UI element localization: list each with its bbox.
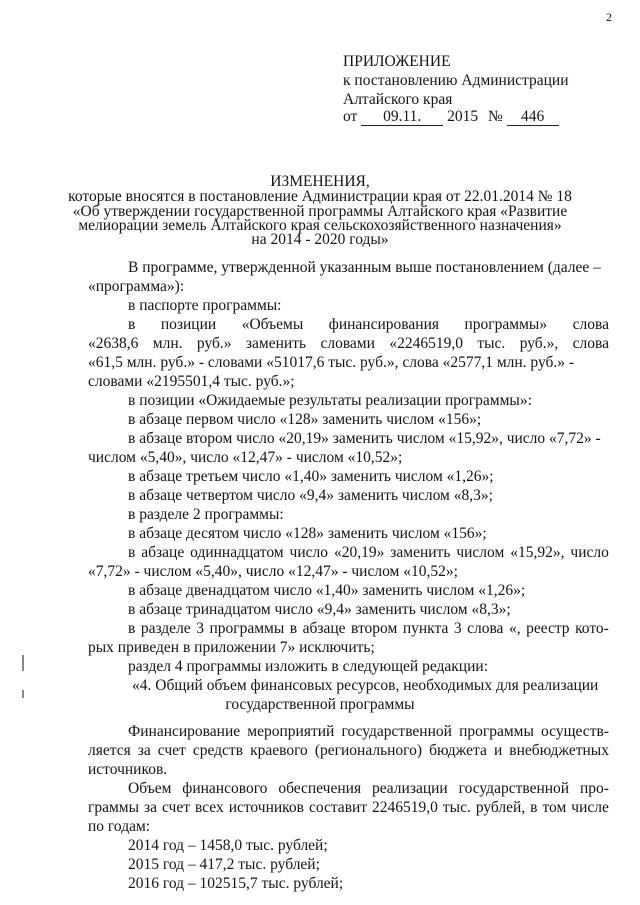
from-label: от: [343, 108, 358, 125]
body-line-4: [128, 315, 609, 334]
para2-line2: [88, 798, 609, 817]
word: обеспечения: [278, 780, 362, 797]
word: мероприятий: [247, 723, 335, 740]
heading-line3: мелиорации земель Алтайского края сельскохозяйственного назначения»: [78, 217, 562, 234]
body-line-3: в паспорте программы:: [128, 297, 282, 314]
word: словами: [320, 335, 375, 352]
para1-line1: [128, 722, 609, 741]
body-line-16: [128, 543, 609, 562]
word: число: [289, 544, 329, 561]
body-line-21: рых приведен в приложении 7» исключить;: [88, 639, 375, 656]
body-line-8: в позиции «Ожидаемые результаты реализации программы»:: [128, 392, 532, 409]
para1-line3: источников.: [88, 761, 168, 778]
word: реализации: [371, 780, 448, 797]
body-line-17: «7,72» - числом «5,40», число «12,47» - числом «10,52»;: [88, 563, 458, 580]
word: 2246519,0: [372, 799, 438, 816]
word: кото-: [575, 620, 609, 637]
word: в: [128, 544, 136, 561]
word: числом: [456, 544, 505, 561]
word: реестр: [526, 620, 570, 637]
word: Финансирование: [128, 723, 241, 740]
word: тыс.: [442, 799, 471, 816]
year-2015-line: 2015 год – 417,2 тыс. рублей;: [128, 856, 320, 873]
word: число: [570, 544, 609, 561]
body-line-9: в абзаце первом число «128» заменить числом «156»;: [128, 411, 482, 428]
word: «2246519,0: [389, 335, 463, 352]
word: позиции: [160, 316, 217, 333]
word: в: [128, 620, 136, 637]
body-line-5: [88, 334, 609, 353]
word: слова: [467, 620, 504, 637]
body-line-12: в абзаце третьем число «1,40» заменить числом «1,26»;: [128, 468, 494, 485]
year-text: 2015: [447, 108, 479, 125]
para2-line3: по годам:: [88, 818, 151, 835]
word: в: [530, 799, 538, 816]
word: счет: [157, 742, 186, 759]
word: втором: [351, 620, 398, 637]
word: слова: [572, 316, 609, 333]
word: пункта: [402, 620, 449, 637]
scan-margin-mark: [22, 655, 24, 671]
word: числе: [571, 799, 609, 816]
word: источников: [228, 799, 304, 816]
body-line-19: в абзаце тринадцатом число «9,4» заменить числом «8,3»;: [128, 601, 511, 618]
heading-line4: на 2014 - 2020 годы»: [251, 231, 389, 248]
body-line-18: в абзаце двенадцатом число «1,40» заменить числом «1,26»;: [128, 582, 526, 599]
word: абзаце: [302, 620, 346, 637]
word: программы: [459, 723, 534, 740]
word: финансирования: [328, 316, 439, 333]
word: разделе: [140, 620, 191, 637]
word: слова: [572, 335, 609, 352]
body-line-11: числом «5,40», число «12,47» - числом «10,52»;: [88, 449, 403, 466]
word: всех: [194, 799, 224, 816]
date-field: 09.11.: [361, 109, 443, 126]
word: счет: [161, 799, 191, 816]
word: финансового: [182, 780, 268, 797]
page-number: 2: [606, 10, 612, 24]
body-line-20: [128, 619, 609, 638]
heading-line1: которые вносятся в постановление Администрации края от 22.01.2014 № 18: [68, 188, 572, 205]
appendix-title: ПРИЛОЖЕНИЕ: [343, 53, 451, 70]
appendix-line1: к постановлению Администрации: [343, 72, 569, 89]
word: составит: [308, 799, 368, 816]
body-line-15: в абзаце десятом число «128» заменить числом «156»;: [128, 525, 487, 542]
word: Объем: [128, 780, 172, 797]
word: тыс.: [477, 335, 506, 352]
word: внебюджетных: [509, 742, 609, 759]
word: «2638,6: [88, 335, 139, 352]
word: «,: [508, 620, 521, 637]
body-line-7: словами «2195501,4 тыс. руб.»;: [88, 373, 295, 390]
word: одиннадцатом: [190, 544, 284, 561]
word: млн.: [152, 335, 183, 352]
word: том: [542, 799, 567, 816]
word: осуществ-: [541, 723, 609, 740]
number-field: 446: [507, 109, 559, 126]
word: рублей,: [475, 799, 526, 816]
word: ляется: [88, 742, 131, 759]
word: программы»: [464, 316, 548, 333]
body-line-13: в абзаце четвертом число «9,4» заменить числом «8,3»;: [128, 487, 493, 504]
word: за: [137, 742, 151, 759]
number-sign: №: [487, 108, 503, 125]
word: 3: [453, 620, 462, 637]
word: «Объемы: [241, 316, 304, 333]
word: граммы: [88, 799, 140, 816]
word: «20,19»: [333, 544, 385, 561]
word: руб.»: [196, 335, 232, 352]
body-line-10: в абзаце втором число «20,19» заменить числом «15,92», число «7,72» -: [128, 430, 601, 447]
word: за: [144, 799, 158, 816]
word: государственной: [341, 723, 452, 740]
word: заменить: [245, 335, 307, 352]
section-title-line2: государственной программы: [225, 696, 415, 713]
body-line-2: «программа»):: [88, 278, 185, 295]
section-title-line1: «4. Общий объем финансовых ресурсов, необходимых для реализации: [132, 677, 599, 694]
body-line-14: в разделе 2 программы:: [128, 506, 284, 523]
word: в: [289, 620, 298, 637]
heading-line2: «Об утверждении государственной программы Алтайского края «Развитие: [72, 203, 568, 220]
word: абзаце: [141, 544, 185, 561]
para2-line1: [128, 779, 609, 798]
word: в: [128, 316, 136, 333]
word: (регионального): [314, 742, 423, 759]
word: про-: [579, 780, 609, 797]
word: 3: [196, 620, 204, 637]
appendix-line2: Алтайского края: [343, 91, 453, 108]
word: программы: [209, 620, 285, 637]
body-line-1: В программе, утвержденной указанным выше постановлением (далее –: [128, 259, 601, 276]
appendix-date-line: [343, 107, 559, 126]
word: руб.»,: [519, 335, 559, 352]
year-2014-line: 2014 год – 1458,0 тыс. рублей;: [128, 837, 328, 854]
word: бюджета: [429, 742, 487, 759]
word: и: [493, 742, 503, 759]
word: краевого: [250, 742, 308, 759]
para1-line2: [88, 741, 609, 760]
word: средств: [192, 742, 244, 759]
word: «15,92»,: [510, 544, 565, 561]
doc-title: ИЗМЕНЕНИЯ,: [270, 173, 370, 190]
year-2016-line: 2016 год – 102515,7 тыс. рублей;: [128, 875, 344, 892]
word: государственной: [458, 780, 570, 797]
body-line-6: «61,5 млн. руб.» - словами «51017,6 тыс. руб.», слова «2577,1 млн. руб.» -: [88, 354, 575, 371]
word: заменить: [390, 544, 451, 561]
body-line-22: раздел 4 программы изложить в следующей редакции:: [128, 658, 488, 675]
scan-margin-mark: [22, 690, 24, 698]
